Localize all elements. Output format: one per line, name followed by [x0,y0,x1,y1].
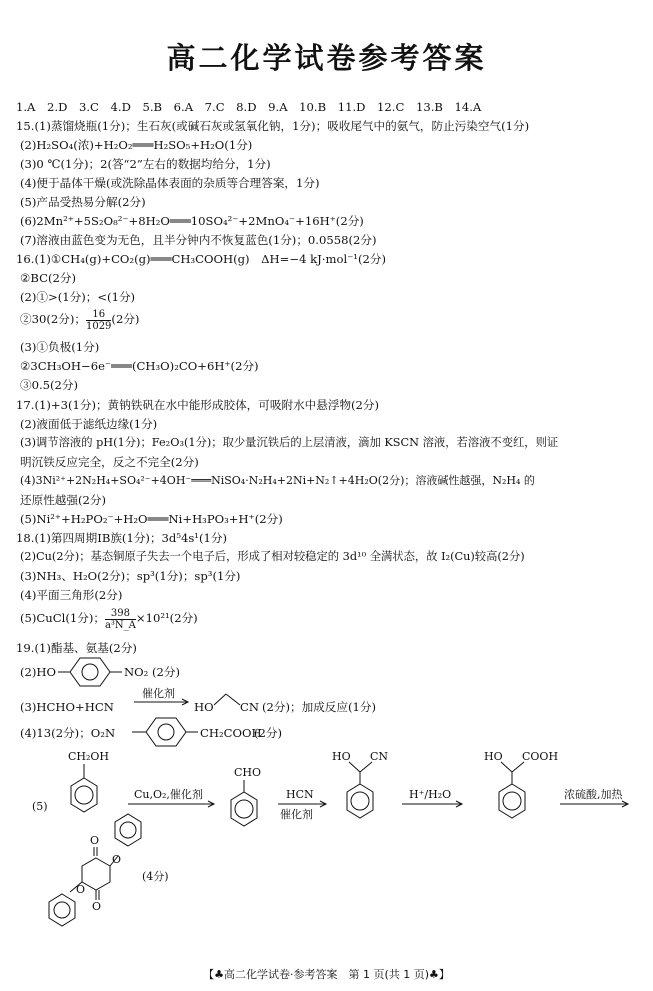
hydrolysis-reagent-label: H⁺/H₂O [409,788,452,801]
q17-line-2: (2)液面低于滤纸边缘(1分) [20,417,158,431]
q15-line-6: (6)2Mn²⁺+5S₂O₈²⁻+8H₂O═══10SO₄²⁻+2MnO₄⁻+16H⁺(2分) [20,214,364,228]
q16-line-7: ③0.5(2分) [20,378,79,392]
cho-label: CHO [234,766,262,779]
q18-line-5: (5)CuCl(1分)； $\frac{398}{\text{a³N\_A}}$ ×10²¹(2分) [20,607,198,631]
q16-line-5: (3)①负极(1分) [20,340,100,354]
q16-line-3: (2)①>(1分)；<(1分) [20,290,136,304]
q19-line-2-prefix: (2)HO [20,665,57,679]
q19-line-2-score: (2分) [152,665,181,679]
hcn-reagent-label: HCN [286,788,314,801]
q19-line-4-prefix: (4)13(2分)；O₂N [20,726,116,740]
oxidation-reagent-label: Cu,O₂,催化剂 [134,788,203,801]
q19-line-4-group: CH₂COOH [200,726,262,740]
page-footer: 【♣高二化学试卷·参考答案 第 1 页(共 1 页)♣】 [203,968,450,981]
reaction-arrow-catalyst [132,688,192,710]
q15-line-1: 15.(1)蒸馏烧瓶(1分)；生石灰(或碱石灰或氢氧化钠，1分)；吸收尾气中的氨气，防止污染空气(1分) [16,119,530,133]
q19-line-3-prefix: (3)HCHO+HCN [20,700,114,714]
q17-line-3: (3)调节溶液的 pH(1分)；Fe₂O₃(1分)；取少量沉铁后的上层清液，滴加 KSCN 溶液，若溶液不变红，则证 [20,436,559,449]
q17-line-1: 17.(1)+3(1分)；黄钠铁矾在水中能形成胶体，可吸附水中悬浮物(2分) [16,398,380,412]
q18-line-4: (4)平面三角形(2分) [20,588,123,602]
q18-line-2: (2)Cu(2分)；基态铜原子失去一个电子后，形成了相对较稳定的 3d¹⁰ 全满状态，故 I₂(Cu)较高(2分) [20,550,525,563]
q19-line-3-ho: HO [194,700,214,714]
q18-line-3: (3)NH₃、H₂O(2分)；sp³(1分)；sp³(1分) [20,569,241,583]
q19-line-2-group: NO₂ [124,665,149,679]
cooh-label: COOH [522,750,559,763]
part-5-score: (4分) [142,870,169,883]
q17-line-6: 还原性越强(2分) [20,493,106,507]
ring-o-right: O [112,853,122,866]
q15-line-5: (5)产品受热易分解(2分) [20,195,146,209]
q16-line-6: ②3CH₃OH−6e⁻═══(CH₃O)₂CO+6H⁺(2分) [20,359,259,373]
q15-line-3: (3)0 ℃(1分)；2(答“2”左右的数据均给分，1分) [20,157,271,171]
catalyst-label: 催化剂 [142,687,175,700]
q16-line-1: 16.(1)①CH₄(g)+CO₂(g)═══CH₃COOH(g) ΔH=−4 kJ·mol⁻¹(2分) [16,252,386,266]
q16-fraction: $\frac{16}{1029}$ [85,308,112,332]
q19-line-3-score: (2分)；加成反应(1分) [262,700,377,714]
p-nitrophenol-structure [56,654,126,694]
synthesis-route-scheme [14,748,644,948]
q15-line-4: (4)便于晶体干燥(或洗除晶体表面的杂质等合理答案，1分) [20,176,320,190]
part-5-label: (5) [32,800,48,813]
q19-line-4-score: (2分) [254,726,283,740]
dehydration-reagent-label: 浓硫酸,加热 [564,788,623,801]
q18-line-1: 18.(1)第四周期ⅠB族(1分)；3d⁵4s¹(1分) [16,531,227,545]
q17-line-4: 明沉铁反应完全，反之不完全(2分) [20,455,199,469]
q15-line-2: (2)H₂SO₄(浓)+H₂O₂═══H₂SO₅+H₂O(1分) [20,138,253,152]
ch2oh-label: CH₂OH [68,750,110,763]
cn-label: CN [370,750,389,763]
q16-line-2: ②BC(2分) [20,271,77,285]
ho-label-2: HO [484,750,503,763]
ring-o-left: O [76,883,86,896]
q17-line-7: (5)Ni²⁺+H₂PO₂⁻+H₂O═══Ni+H₃PO₃+H⁺(2分) [20,512,283,526]
q16-line-4: ②30(2分)； $\frac{16}{1029}$ (2分) [20,308,140,332]
ho-label-1: HO [332,750,351,763]
q17-line-5: (4)3Ni²⁺+2N₂H₄+SO₄²⁻+4OH⁻═══NiSO₄·N₂H₄+2Ni+N₂↑+4H₂O(2分)；溶液碱性越强，N₂H₄ 的 [20,474,535,487]
carbonyl-o-bottom: O [92,900,102,913]
multiple-choice-answers: 1.A 2.D 3.C 4.D 5.B 6.A 7.C 8.D 9.A 10.B 11.D 12.C 13.B 14.A [16,100,482,114]
catalyst-reagent-label: 催化剂 [280,808,313,821]
carbonyl-o-top: O [90,834,100,847]
q19-line-1: 19.(1)酯基、氨基(2分) [16,641,137,655]
q19-line-3-cn: CN [240,700,260,714]
page-title: 高二化学试卷参考答案 [166,41,487,75]
q18-fraction: $\frac{398}{\text{a³N\_A}}$ [104,607,136,631]
q15-line-7: (7)溶液由蓝色变为无色，且半分钟内不恢复蓝色(1分)；0.0558(2分) [20,233,377,247]
